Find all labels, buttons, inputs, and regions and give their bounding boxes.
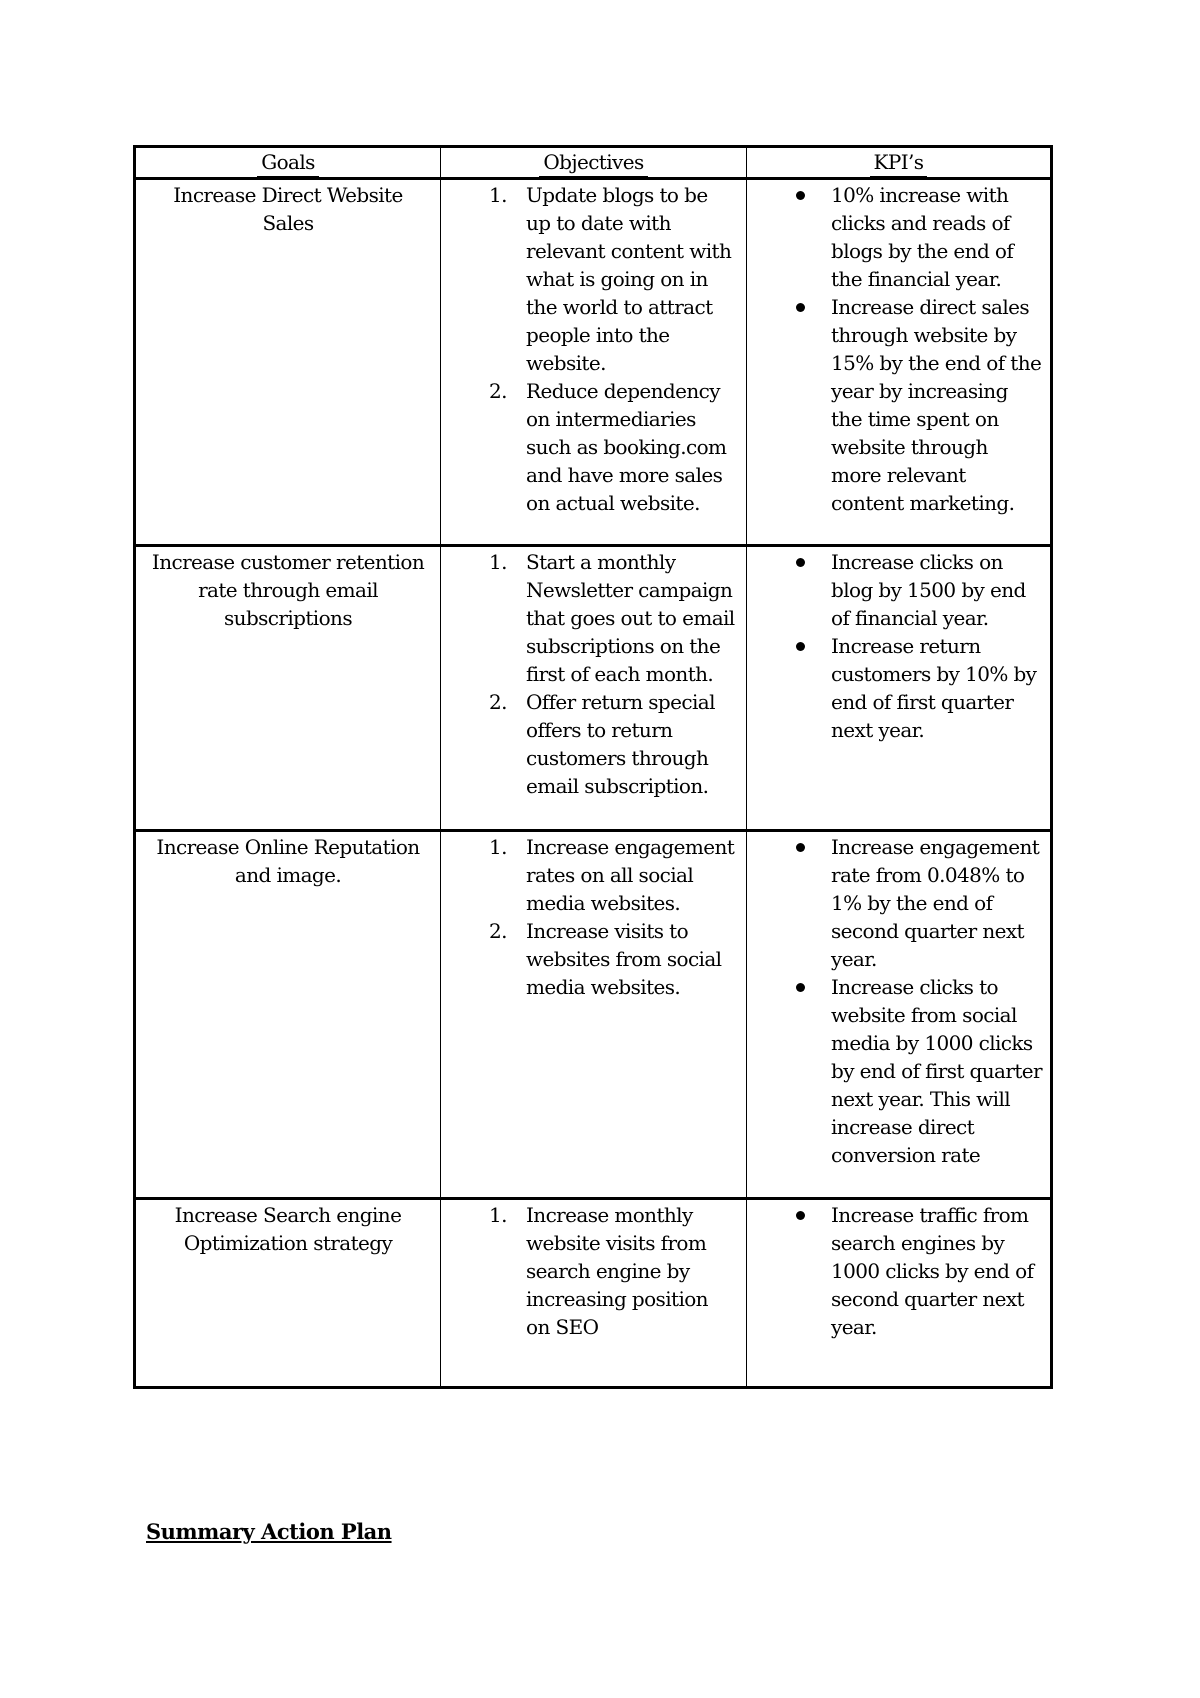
bullet-icon [796,303,805,312]
list-item: 1. Increase monthly website visits from search engine by increasing position on SEO [489,1203,708,1339]
table-row [135,179,1052,546]
list-item: 2. Offer return special offers to return customers through email subscription. [489,690,715,798]
list-item: 1. Increase engagement rates on all social media websites. [489,835,735,915]
kpis-column-header: KPI’s [747,147,1052,179]
objectives-list [441,833,746,1001]
summary-action-plan-heading: Summary Action Plan [146,1519,392,1544]
list-item: 1. Update blogs to be up to date with relevant content with what is going on in the world to attract people into the website. [489,183,732,375]
table-row [135,546,1052,831]
list-number: 1. [489,550,507,574]
goals-column-header: Goals [135,147,441,179]
bullet-icon [796,1211,805,1220]
objectives-cell [441,1199,747,1388]
objectives-cell [441,546,747,831]
list-item: Increase engagement rate from 0.048% to 1% by the end of second quarter next year. [747,833,1042,973]
list-item: 1. Start a monthly Newsletter campaign that goes out to email subscriptions on the first of each month. [489,550,735,686]
bullet-icon [796,642,805,651]
list-number: 2. [489,919,507,943]
goal-cell: Increase Search engine Optimization strategy [135,1199,441,1388]
kpis-list [747,181,1050,517]
list-item: 10% increase with clicks and reads of blogs by the end of the financial year. [747,181,1042,293]
kpis-list [747,548,1050,744]
objectives-cell [441,179,747,546]
list-number: 2. [489,690,507,714]
objectives-list [441,1201,746,1341]
bullet-icon [796,983,805,992]
kpis-cell [747,546,1052,831]
table-row [135,831,1052,1199]
table-row [135,1199,1052,1388]
list-item: Increase clicks on blog by 1500 by end of financial year. [747,548,1042,632]
list-item: 2. Reduce dependency on intermediaries such as booking.com and have more sales on actual website. [489,379,727,515]
table-header-row [135,147,1052,179]
bullet-icon [796,843,805,852]
bullet-icon [796,558,805,567]
kpis-list [747,1201,1050,1341]
kpis-cell [747,1199,1052,1388]
list-item: Increase return customers by 10% by end of first quarter next year. [747,632,1042,744]
goal-cell: Increase Online Reputation and image. [135,831,441,1199]
goal-cell: Increase Direct Website Sales [135,179,441,546]
list-number: 1. [489,183,507,207]
list-item: Increase direct sales through website by 15% by the end of the year by increasing the time spent on website through more relevant content marketing. [747,293,1042,517]
objectives-column-header: Objectives [441,147,747,179]
objectives-cell [441,831,747,1199]
objectives-list [441,181,746,517]
list-item: Increase traffic from search engines by 1000 clicks by end of second quarter next year. [747,1201,1042,1341]
list-number: 2. [489,379,507,403]
list-number: 1. [489,1203,507,1227]
kpis-cell [747,179,1052,546]
kpis-cell [747,831,1052,1199]
bullet-icon [796,191,805,200]
list-item: Increase clicks to website from social media by 1000 clicks by end of first quarter next year. This will increase direct conversion rate [747,973,1042,1169]
kpis-list [747,833,1050,1169]
list-number: 1. [489,835,507,859]
objectives-list [441,548,746,800]
goal-cell: Increase customer retention rate through email subscriptions [135,546,441,831]
goals-objectives-kpis-table [133,145,1053,1389]
list-item: 2. Increase visits to websites from social media websites. [489,919,722,999]
